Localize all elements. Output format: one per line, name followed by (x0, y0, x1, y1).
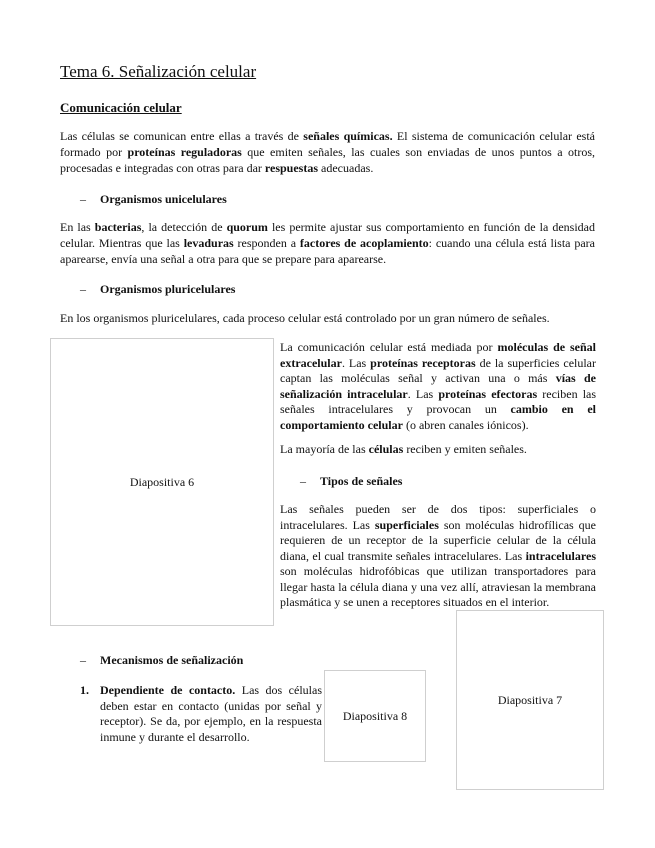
slide-placeholder-6: Diapositiva 6 (50, 338, 274, 626)
tipos-paragraph: Las señales pueden ser de dos tipos: superficiales o intracelulares. Las superficiales son moléculas hidrofílicas que requieren de un receptor de la superficie celular de la célula diana, el cual transmite señales intracelulares. Las intracelulares son moléculas hidrofóbicas que utilizan transportadores para llegar hasta la célula diana y una vez allí, atraviesan la membrana plasmática y se unen a receptores situados en el interior. (280, 502, 596, 609)
unicelulares-paragraph: En las bacterias, la detección de quorum les permite ajustar sus comportamiento en función de la densidad celular. Mientras que las levaduras responden a factores de acoplamiento: cuando una célula está lista para aparearse, envía una señal a otra para que se prepare para aparearse. (60, 220, 596, 266)
numbered-item-1: 1. Dependiente de contacto. Las dos células deben estar en contacto (unidas por señal y receptor). Se da, por ejemplo, en la respuesta inmune y durante el desarrollo. (80, 683, 322, 744)
intro-paragraph: Las células se comunican entre ellas a través de señales químicas. El sistema de comunicación celular está formado por proteínas reguladoras que emiten señales, las cuales son enviadas de unos puntos a otros, procesadas e integradas con otras para dar respuestas adecuadas. (60, 129, 595, 175)
slide-placeholder-7: Diapositiva 7 (456, 610, 604, 790)
page-title: Tema 6. Señalización celular (60, 62, 257, 81)
pluricelulares-paragraph: En los organismos pluricelulares, cada proceso celular está controlado por un gran número de señales. (60, 311, 550, 325)
bullet-mecanismos: – Mecanismos de señalización (80, 653, 244, 667)
bullet-unicelulares: – Organismos unicelulares (80, 192, 227, 206)
comunicacion-paragraph: La comunicación celular está mediada por moléculas de señal extracelular. Las proteínas receptoras de la superficies celular captan las moléculas señal y activan una o más vías de señalización intracelular. Las proteínas efectoras reciben las señales intracelulares y provocan un cambio en el comportamiento celular (o abren canales iónicos). (280, 340, 597, 432)
bullet-tipos: – Tipos de señales (300, 474, 403, 488)
section-heading: Comunicación celular (60, 100, 182, 115)
mayoria-paragraph: La mayoría de las células reciben y emiten señales. (280, 442, 527, 456)
bullet-pluricelulares: – Organismos pluricelulares (80, 282, 236, 296)
slide-placeholder-8: Diapositiva 8 (324, 670, 426, 762)
